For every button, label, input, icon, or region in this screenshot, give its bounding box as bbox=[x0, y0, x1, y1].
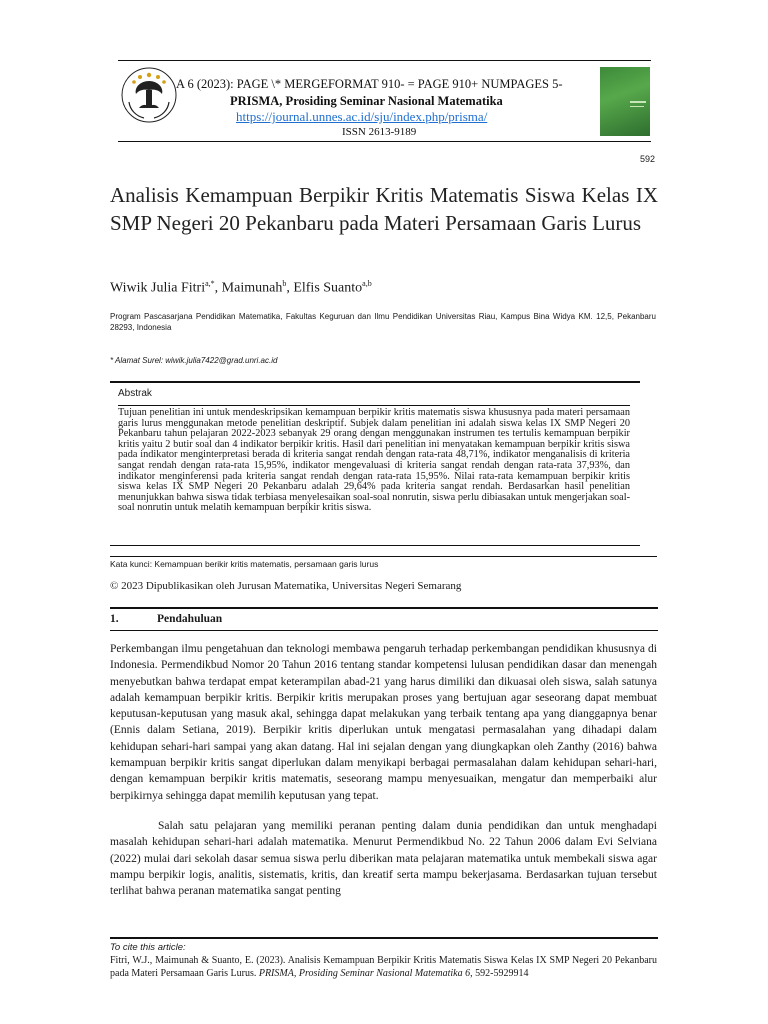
section-number: 1. bbox=[110, 613, 119, 625]
author-affil-mark: b bbox=[282, 279, 287, 288]
author-list bbox=[110, 279, 372, 297]
university-logo-icon bbox=[120, 66, 178, 124]
article-title: Analisis Kemampuan Berpikir Kritis Matematis Siswa Kelas IX SMP Negeri 20 Pekanbaru pada Materi Persamaan Garis Lurus bbox=[110, 183, 658, 235]
abstract-bottom-rule bbox=[110, 545, 640, 546]
journal-title: PRISMA, Prosiding Seminar Nasional Matematika bbox=[230, 94, 503, 108]
citation-heading: To cite this article: bbox=[110, 942, 186, 953]
citation-journal: PRISMA, Prosiding Seminar Nasional Matematika 6 bbox=[258, 967, 471, 979]
page-number: 592 bbox=[640, 154, 656, 164]
body-paragraph: Perkembangan ilmu pengetahuan dan teknologi membawa pengaruh terhadap perkembangan pendidikan khususnya di Indonesia. Permendikbud Nomor 20 Tahun 2016 tentang standar kompetensi lulusan pendidikan dasar dan menengah menyebutkan bahwa terdapat empat keterampilan abad-21 yang harus dimiliki dan dikuasai oleh siswa, salah satunya adalah kemampuan berpikir kritis. Berpikir kritis merupakan proses yang bertujuan agar seseorang dapat membuat keputusan-keputusan yang masuk akal, sehingga dapat melakukan yang terbaik tentang apa yang dianggapnya benar (Ennis dalam Setiana, 2019). Berpikir kritis diperlukan untuk mengatasi permasalahan yang dihadapi dalam kehidupan sehari-hari sampai yang akan datang. Hal ini sejalan dengan yang diungkapkan oleh Zanthy (2016) bahwa kemampuan berpikir kritis sangat diperlukan dalam menyikapi berbagai permasalahan dalam kehidupan sehari-hari, dengan kemampuan berpikir kritis matematis, seseorang mampu menyesuaikan, mengatur dan memperbaiki alur berpikirnya sehingga dapat memilih keputusan yang tepat. bbox=[110, 643, 657, 802]
section-top-rule bbox=[110, 607, 658, 609]
abstract-text: Tujuan penelitian ini untuk mendeskripsikan kemampuan berpikir kritis matematis siswa khususnya pada materi persamaan garis lurus menggunakan metode penelitian deskriptif. Subjek dalam penelitian ini adalah siswa kelas IX SMP Negeri 20 Pekanbaru tahun pelajaran 2022-2023 sebanyak 29 orang dengan menggunakan instrumen tes tertulis kemampuan berpikir kritis yaitu 2 butir soal dan 4 indikator berpikir kritis. Hasil dari penelitian ini menyatakan kemampuan berpikir kritis siswa pada indikator menginterpretasi berada di kriteria sangat rendah dengan rata-rata 48,71%, indikator menganalisis di kriteria sangat rendah dengan rata-rata 15,95%, indikator mengevaluasi di kriteria sangat rendah dengan rata-rata 37,93%, dan indikator menginferensi pada kriteria sangat rendah dengan rata-rata 15,95%. Nilai rata-rata kemampuan berpikir kritis siswa kelas IX SMP Negeri 20 Pekanbaru adalah 29,64% pada kriteria sangat rendah. Berdasarkan hasil penelitian menunjukkan bahwa siswa tidak terbiasa menyelesaikan soal-soal nonrutin, siswa perlu dibiasakan untuk mengerjakan soal-soal nonrutin untuk melatih kemampuan berpikir kritis siswa. bbox=[118, 407, 630, 514]
journal-cover-icon bbox=[600, 67, 650, 136]
citation-text bbox=[110, 955, 657, 980]
citation-rule bbox=[110, 937, 658, 939]
header-top-rule bbox=[118, 60, 651, 61]
abstract-heading: Abstrak bbox=[118, 388, 152, 399]
corresponding-email: * Alamat Surel: wiwik.julia7422@grad.unri.ac.id bbox=[110, 356, 278, 365]
header-bottom-rule bbox=[118, 141, 651, 142]
keywords: Kata kunci: Kemampuan berikir kritis matematis, persamaan garis lurus bbox=[110, 559, 379, 569]
section-title: Pendahuluan bbox=[157, 613, 223, 625]
author-name: Maimunah bbox=[221, 280, 283, 296]
author-affil-mark: a,* bbox=[205, 279, 215, 288]
citation-pages: , 592-5929914 bbox=[470, 967, 529, 979]
journal-url-link[interactable]: https://journal.unnes.ac.id/sju/index.php/prisma/ bbox=[236, 109, 488, 124]
section-bottom-rule bbox=[110, 630, 658, 631]
author-name: Wiwik Julia Fitri bbox=[110, 280, 206, 296]
abstract-top-rule bbox=[110, 381, 640, 383]
author-separator: , bbox=[214, 280, 222, 296]
header-field-code: A 6 (2023): PAGE \* MERGEFORMAT 910- = PAGE 910+ NUMPAGES 5- bbox=[176, 77, 563, 91]
author-name: Elfis Suanto bbox=[293, 280, 363, 296]
author-separator: , bbox=[286, 280, 294, 296]
affiliation: Program Pascasarjana Pendidikan Matematika, Fakultas Keguruan dan Ilmu Pendidikan Universitas Riau, Kampus Bina Widya KM. 12,5, Pekanbaru 28293, Indonesia bbox=[110, 312, 656, 332]
copyright: © 2023 Dipublikasikan oleh Jurusan Matematika, Universitas Negeri Semarang bbox=[110, 580, 462, 592]
body-paragraph: Salah satu pelajaran yang memiliki peranan penting dalam dunia pendidikan dan untuk menghadapi masalah kehidupan sehari-hari adalah matematika. Menurut Permendikbud No. 22 Tahun 2006 dalam Evi Selviana (2022) mulai dari sekolah dasar semua siswa perlu diberikan mata pelajaran matematika untuk membekali siswa agar mampu berpikir logis, analitis, sistematis, kritis, dan kreatif serta mampu bekerjasama. Berdasarkan tujuan tersebut terlihat bahwa peranan matematika sangat penting bbox=[110, 820, 657, 898]
citation-body: Fitri, W.J., Maimunah & Suanto, E. (2023). Analisis Kemampuan Berpikir Kritis Matematis Siswa Kelas IX SMP Negeri 20 Pekanbaru pada Materi Persamaan Garis Lurus. bbox=[110, 955, 657, 979]
abstract-heading-rule bbox=[118, 405, 630, 406]
author-affil-mark: a,b bbox=[362, 279, 372, 288]
issn: ISSN 2613-9189 bbox=[342, 126, 417, 138]
keywords-top-rule bbox=[110, 556, 657, 557]
